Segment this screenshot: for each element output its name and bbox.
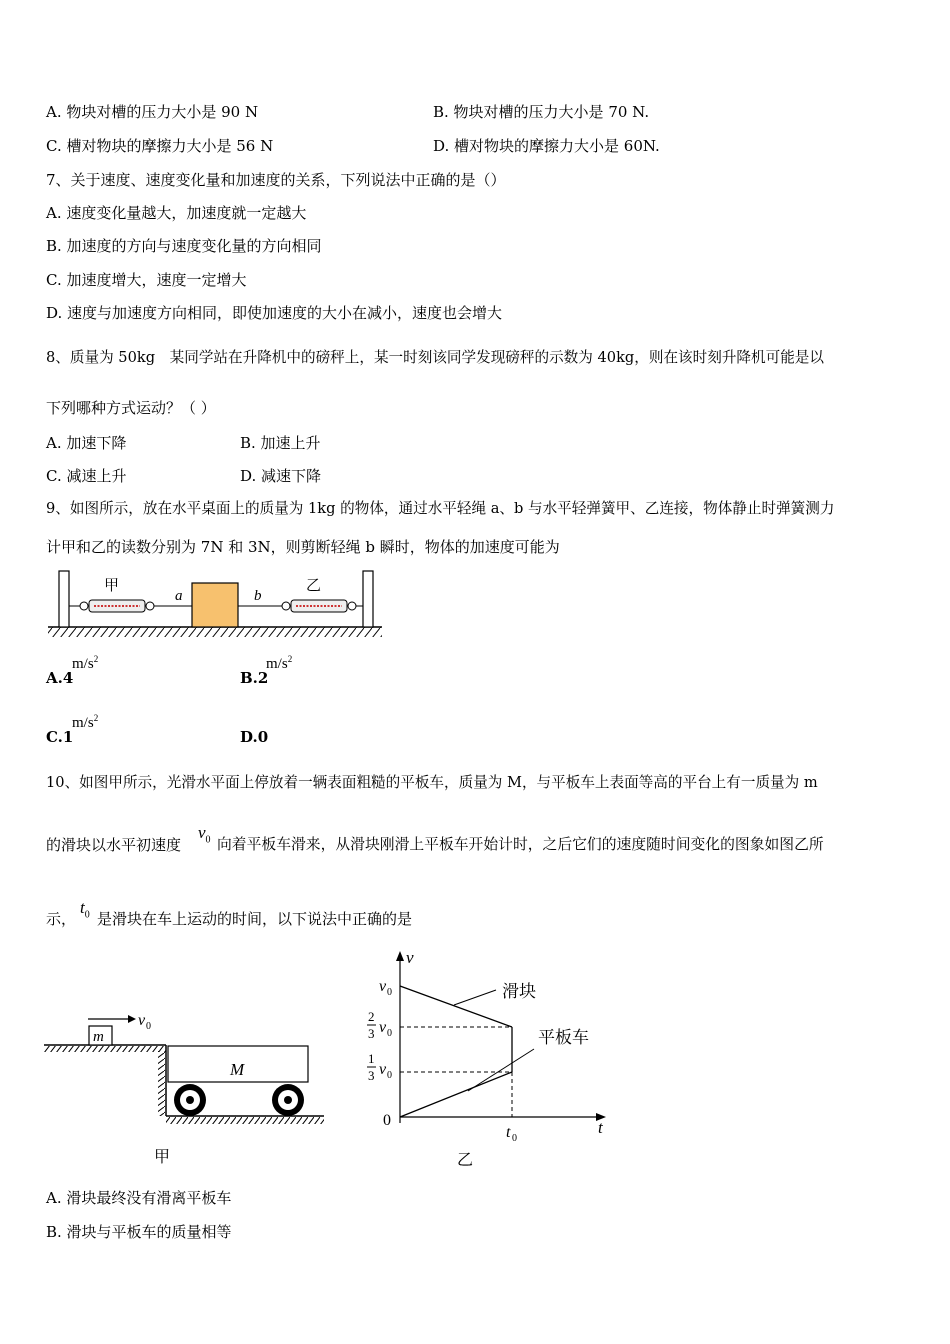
label-block: 滑块 — [502, 982, 536, 1002]
q10-stem-line3a: 示， — [46, 910, 77, 928]
q9-option-b-unit: $m/s^2$ — [266, 654, 293, 672]
q10-option-a: A. 滑块最终没有滑离平板车 — [46, 1189, 232, 1207]
v0-symbol: $v_0$ — [198, 823, 211, 846]
q6-option-a: A. 物块对槽的压力大小是 90 N — [46, 103, 259, 121]
q9-option-b: B.2 — [240, 669, 269, 687]
tick-23-v: v — [379, 1019, 387, 1036]
block-velocity-line — [400, 986, 512, 1027]
cart-leader — [468, 1049, 534, 1091]
q9-option-a: A.4 — [46, 669, 74, 687]
figure-yi-vt-graph — [356, 945, 616, 1175]
cart-velocity-line — [400, 1072, 512, 1117]
q9-stem-line1: 9、如图所示，放在水平桌面上的质量为 1kg 的物体，通过水平轻绳 a、b 与水平轻弹簧甲、乙连接，物体静止时弹簧测力 — [46, 500, 835, 517]
q9-stem-line2: 计甲和乙的读数分别为 7N 和 3N，则剪断轻绳 b 瞬时，物体的加速度可能为 — [46, 538, 560, 556]
object-block — [192, 583, 238, 627]
tick-13-den: 3 — [368, 1068, 375, 1083]
q7-option-a: A. 速度变化量越大，加速度就一定越大 — [46, 204, 307, 222]
figure-jia — [44, 1005, 334, 1175]
v-axis-label: v — [406, 948, 414, 967]
q7-option-d: D. 速度与加速度方向相同，即使加速度的大小在减小，速度也会增大 — [46, 304, 503, 322]
left-wall — [59, 571, 69, 627]
platform-surface — [44, 1046, 166, 1052]
rope-b-label: b — [254, 588, 262, 604]
q9-option-c: C.1 — [46, 728, 74, 746]
q7-stem: 7、关于速度、速度变化量和加速度的关系，下列说法中正确的是（） — [46, 171, 506, 189]
q9-option-c-unit: $m/s^2$ — [72, 713, 99, 731]
q10-stem-line2b: 向着平板车滑来，从滑块刚滑上平板车开始计时，之后它们的速度随时间变化的图象如图乙所 — [217, 836, 824, 853]
spring-scale-left — [69, 600, 154, 612]
tick-23-den: 3 — [368, 1026, 375, 1041]
tick-23-num: 2 — [368, 1009, 375, 1024]
platform-wall-hatch — [158, 1051, 165, 1116]
cart-wheel-left — [174, 1084, 206, 1116]
tick-23-v-sub: 0 — [387, 1028, 392, 1039]
rope-a-label: a — [175, 588, 183, 604]
q8-option-a: A. 加速下降 — [46, 434, 127, 452]
q8-stem-line2: 下列哪种方式运动？（ ） — [46, 399, 216, 417]
v-axis-arrowhead — [396, 951, 404, 961]
right-scale-label: 乙 — [306, 576, 322, 594]
q10-stem-line3b: 是滑块在车上运动的时间，以下说法中正确的是 — [97, 910, 413, 928]
q10-option-b: B. 滑块与平板车的质量相等 — [46, 1223, 232, 1241]
tick-t0: t — [506, 1124, 511, 1141]
block-leader — [454, 990, 496, 1005]
right-wall — [363, 571, 373, 627]
ground-hatch — [48, 627, 382, 637]
ground-hatch — [166, 1117, 324, 1124]
q8-option-b: B. 加速上升 — [240, 434, 321, 452]
figure-yi-caption: 乙 — [457, 1150, 474, 1169]
q10-stem-line1: 10、如图甲所示，光滑水平面上停放着一辆表面粗糙的平板车，质量为 M，与平板车上表面等高的平台上有一质量为 m — [46, 774, 818, 791]
tick-13-v: v — [379, 1061, 387, 1078]
q6-option-c: C. 槽对物块的摩擦力大小是 56 N — [46, 137, 274, 155]
left-scale-label: 甲 — [104, 576, 120, 594]
q6-option-d: D. 槽对物块的摩擦力大小是 60N. — [433, 137, 660, 155]
velocity-arrowhead — [128, 1015, 136, 1023]
spring-scale-figure — [44, 568, 389, 642]
cart-label: M — [230, 1060, 245, 1079]
tick-13-v-sub: 0 — [387, 1070, 392, 1081]
q9-option-d: D.0 — [240, 728, 269, 746]
tick-v0: v — [379, 978, 387, 995]
q8-option-c: C. 减速上升 — [46, 467, 127, 485]
velocity-label: v — [138, 1012, 146, 1029]
origin-label: 0 — [383, 1112, 391, 1129]
cart-wheel-right — [272, 1084, 304, 1116]
q10-stem-line2a: 的滑块以水平初速度 — [46, 836, 182, 854]
q7-option-c: C. 加速度增大，速度一定增大 — [46, 271, 247, 289]
q9-option-a-unit: $m/s^2$ — [72, 654, 99, 672]
q8-stem-line1: 8、质量为 50kg 某同学站在升降机中的磅秤上，某一时刻该同学发现磅秤的示数为 40kg，则在该时刻升降机可能是以 — [46, 349, 824, 366]
tick-v0-sub: 0 — [387, 987, 392, 998]
tick-13-num: 1 — [368, 1051, 375, 1066]
tick-t0-sub: 0 — [512, 1133, 517, 1144]
label-cart: 平板车 — [538, 1028, 589, 1048]
q8-option-d: D. 减速下降 — [240, 467, 322, 485]
q6-option-b: B. 物块对槽的压力大小是 70 N. — [433, 103, 650, 121]
block-m-label: m — [93, 1029, 104, 1045]
t0-symbol: $t_0$ — [80, 898, 90, 921]
figure-jia-caption: 甲 — [154, 1147, 171, 1166]
spring-scale-right — [282, 600, 363, 612]
q7-option-b: B. 加速度的方向与速度变化量的方向相同 — [46, 237, 322, 255]
t-axis-label: t — [598, 1118, 603, 1137]
velocity-label-sub: 0 — [146, 1021, 151, 1032]
